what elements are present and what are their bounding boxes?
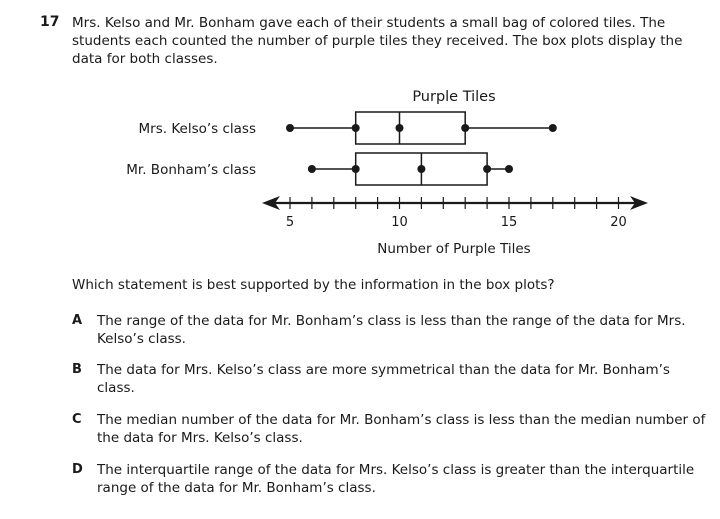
option-text: range of the data for Mr. Bonham’s class. [97, 480, 376, 496]
x-tick-label: 15 [500, 215, 518, 230]
question-stem [72, 14, 712, 68]
series-label: Mrs. Kelso’s class [138, 121, 256, 137]
q1-point [352, 124, 360, 132]
stem-line: Mrs. Kelso and Mr. Bonham gave each of their students a small bag of colored tiles. The [72, 15, 666, 31]
iqr-box [356, 112, 466, 144]
option-text: the data for Mrs. Kelso’s class. [97, 430, 303, 446]
x-tick-label: 5 [285, 215, 295, 230]
q3-point [483, 165, 491, 173]
option-text: The range of the data for Mr. Bonham’s class is less than the range of the data for Mrs. [97, 313, 686, 329]
q3-point [461, 124, 469, 132]
stem-line: students each counted the number of purple tiles they received. The box plots display the [72, 33, 683, 49]
option-letter: B [72, 362, 82, 377]
stem-line: data for both classes. [72, 51, 218, 67]
box-plot-chart [0, 80, 720, 270]
option-letter: A [72, 313, 83, 328]
question-number: 17 [40, 14, 60, 30]
x-tick-label: 10 [391, 215, 408, 230]
max-point [549, 124, 557, 132]
option-text: Kelso’s class. [97, 331, 186, 347]
option-text: class. [97, 380, 135, 396]
median-point [417, 165, 425, 173]
option-text: The interquartile range of the data for Mrs. Kelso’s class is greater than the interquartile [97, 462, 695, 478]
question-prompt: Which statement is best supported by the information in the box plots? [72, 277, 555, 293]
chart-title: Purple Tiles [412, 89, 496, 105]
median-point [396, 124, 404, 132]
min-point [308, 165, 316, 173]
box-plot-series [139, 112, 557, 144]
q1-point [352, 165, 360, 173]
option-letter: C [72, 412, 82, 427]
option-letter: D [72, 462, 83, 477]
min-point [286, 124, 294, 132]
x-axis-label: Number of Purple Tiles [377, 241, 531, 257]
series-label: Mr. Bonham’s class [126, 162, 256, 178]
box-plot-series [126, 153, 513, 185]
option-text: The data for Mrs. Kelso’s class are more symmetrical than the data for Mr. Bonham’s [97, 362, 670, 378]
x-tick-label: 20 [610, 215, 627, 230]
max-point [505, 165, 513, 173]
option-text: The median number of the data for Mr. Bonham’s class is less than the median number of [97, 412, 706, 428]
